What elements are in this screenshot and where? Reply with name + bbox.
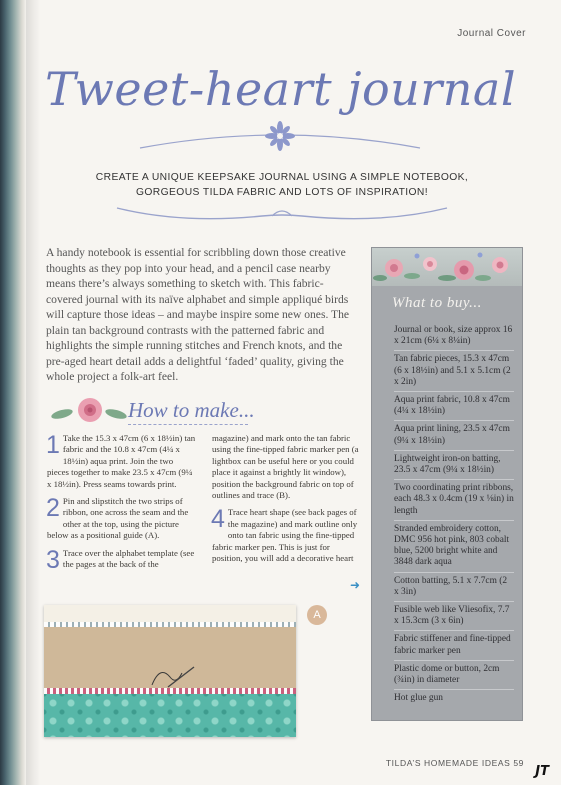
roses-icon	[372, 248, 522, 286]
steps-column-left	[46, 431, 197, 574]
supply-item: Lightweight iron-on batting, 23.5 x 47cm (9¼ x 18½in)	[394, 453, 514, 480]
how-to-heading: How to make...	[128, 398, 255, 422]
page-title: Tweet-heart journal	[44, 62, 517, 116]
step-number: 2	[46, 494, 60, 523]
supply-item: Cotton batting, 5.1 x 7.7cm (2 x 3in)	[394, 575, 514, 602]
title-ornament-icon	[130, 114, 430, 158]
supply-item: Stranded embroidery cotton, DMC 956 hot pink, 803 cobalt blue, 5200 bright white and 3848 dark aqua	[394, 523, 514, 573]
step-number: 3	[46, 545, 60, 574]
step-text: Trace over the alphabet template (see the pages at the back of the	[62, 547, 195, 570]
step-text: magazine) and mark onto the tan fabric using the fine-tipped fabric marker pen (a lightbox can be useful here or you could place it against a brightly lit window), position the background fabric on top of outlines and trace (B).	[212, 433, 359, 501]
step-text: Take the 15.3 x 47cm (6 x 18½in) tan fabric and the 10.8 x 47cm (4¼ x 18½in) aqua print. Join the two pieces together to make 23.5 x 47cm (9¼ x 18½in). Press seams towards print.	[47, 433, 196, 489]
divider-flourish-icon	[112, 202, 452, 226]
step-number: 4	[211, 505, 225, 534]
supply-item: Tan fabric pieces, 15.3 x 47cm (6 x 18½in) and 5.1 x 5.1cm (2 x 2in)	[394, 353, 514, 392]
pen-sketch-icon	[148, 663, 198, 691]
step-text: Pin and slipstitch the two strips of ribbon, one across the seam and the other at the top, using the picture below as a positional guide (A).	[47, 496, 189, 541]
top-ribbon	[44, 622, 296, 627]
supply-list	[394, 324, 514, 709]
supply-item: Two coordinating print ribbons, each 48.3 x 0.4cm (19 x ⅛in) in length	[394, 482, 514, 521]
step-text: Trace heart shape (see back pages of the magazine) and mark outline only onto tan fabric using the fine-tipped fabric marker pen. This is just for position, you will add a decorative heart	[212, 507, 358, 564]
flower-border-image	[372, 248, 522, 286]
step-4	[212, 507, 362, 564]
supply-item: Hot glue gun	[394, 693, 443, 704]
what-to-buy-box	[372, 248, 522, 720]
supply-item: Aqua print fabric, 10.8 x 47cm (4¼ x 18½in)	[394, 394, 514, 421]
what-to-buy-heading: What to buy...	[392, 295, 482, 311]
supply-item: Plastic dome or button, 2cm (¾in) in diameter	[394, 663, 514, 690]
supply-item: Journal or book, size approx 16 x 21cm (6¼ x 8¼in)	[394, 324, 514, 351]
continue-arrow-icon: ➜	[350, 578, 361, 592]
page-footer: TILDA’S HOMEMADE IDEAS 59	[385, 758, 524, 768]
step-1	[47, 433, 197, 490]
step-number: 1	[46, 431, 60, 459]
step-3	[46, 545, 197, 574]
watermark-badge: JT	[535, 764, 549, 779]
intro-text: A handy notebook is essential for scribbling down those creative thoughts as they pop into your head, and a pencil case nearby means there’s always something to sketch with. This fabric-covered journal with its naïve alphabet and simple appliqué birds will capture those ideas – and maybe inspire some new ones. The plain tan background contrasts with the patterned fabric and highlights the simple running stitches and French knots, and the pre-aged heart detail adds a delightful ‘faded’ quality, giving the whole project a folk-art feel.	[46, 246, 350, 383]
supply-item: Fabric stiffener and fine-tipped fabric marker pen	[394, 633, 514, 660]
section-label: Journal Cover	[457, 28, 526, 39]
intro-paragraph	[46, 245, 358, 385]
supply-item: Aqua print lining, 23.5 x 47cm (9¼ x 18½in)	[394, 423, 514, 450]
heading-rule	[128, 424, 248, 425]
subtitle: CREATE A UNIQUE KEEPSAKE JOURNAL USING A SIMPLE NOTEBOOK, GORGEOUS TILDA FABRIC AND LOTS OF INSPIRATION!	[95, 172, 469, 198]
supply-item: Fusible web like Vliesofix, 7.7 x 15.3cm (3 x 6in)	[394, 604, 514, 631]
step-2	[47, 496, 197, 542]
rose-sprig-icon	[50, 392, 130, 428]
photo-label-badge: A	[307, 605, 327, 625]
steps-column-right	[212, 433, 362, 564]
fabric-photo	[44, 605, 296, 737]
aqua-print-fabric	[44, 694, 296, 737]
page-spine-shadow	[0, 0, 26, 785]
step-3-continued	[212, 433, 362, 501]
